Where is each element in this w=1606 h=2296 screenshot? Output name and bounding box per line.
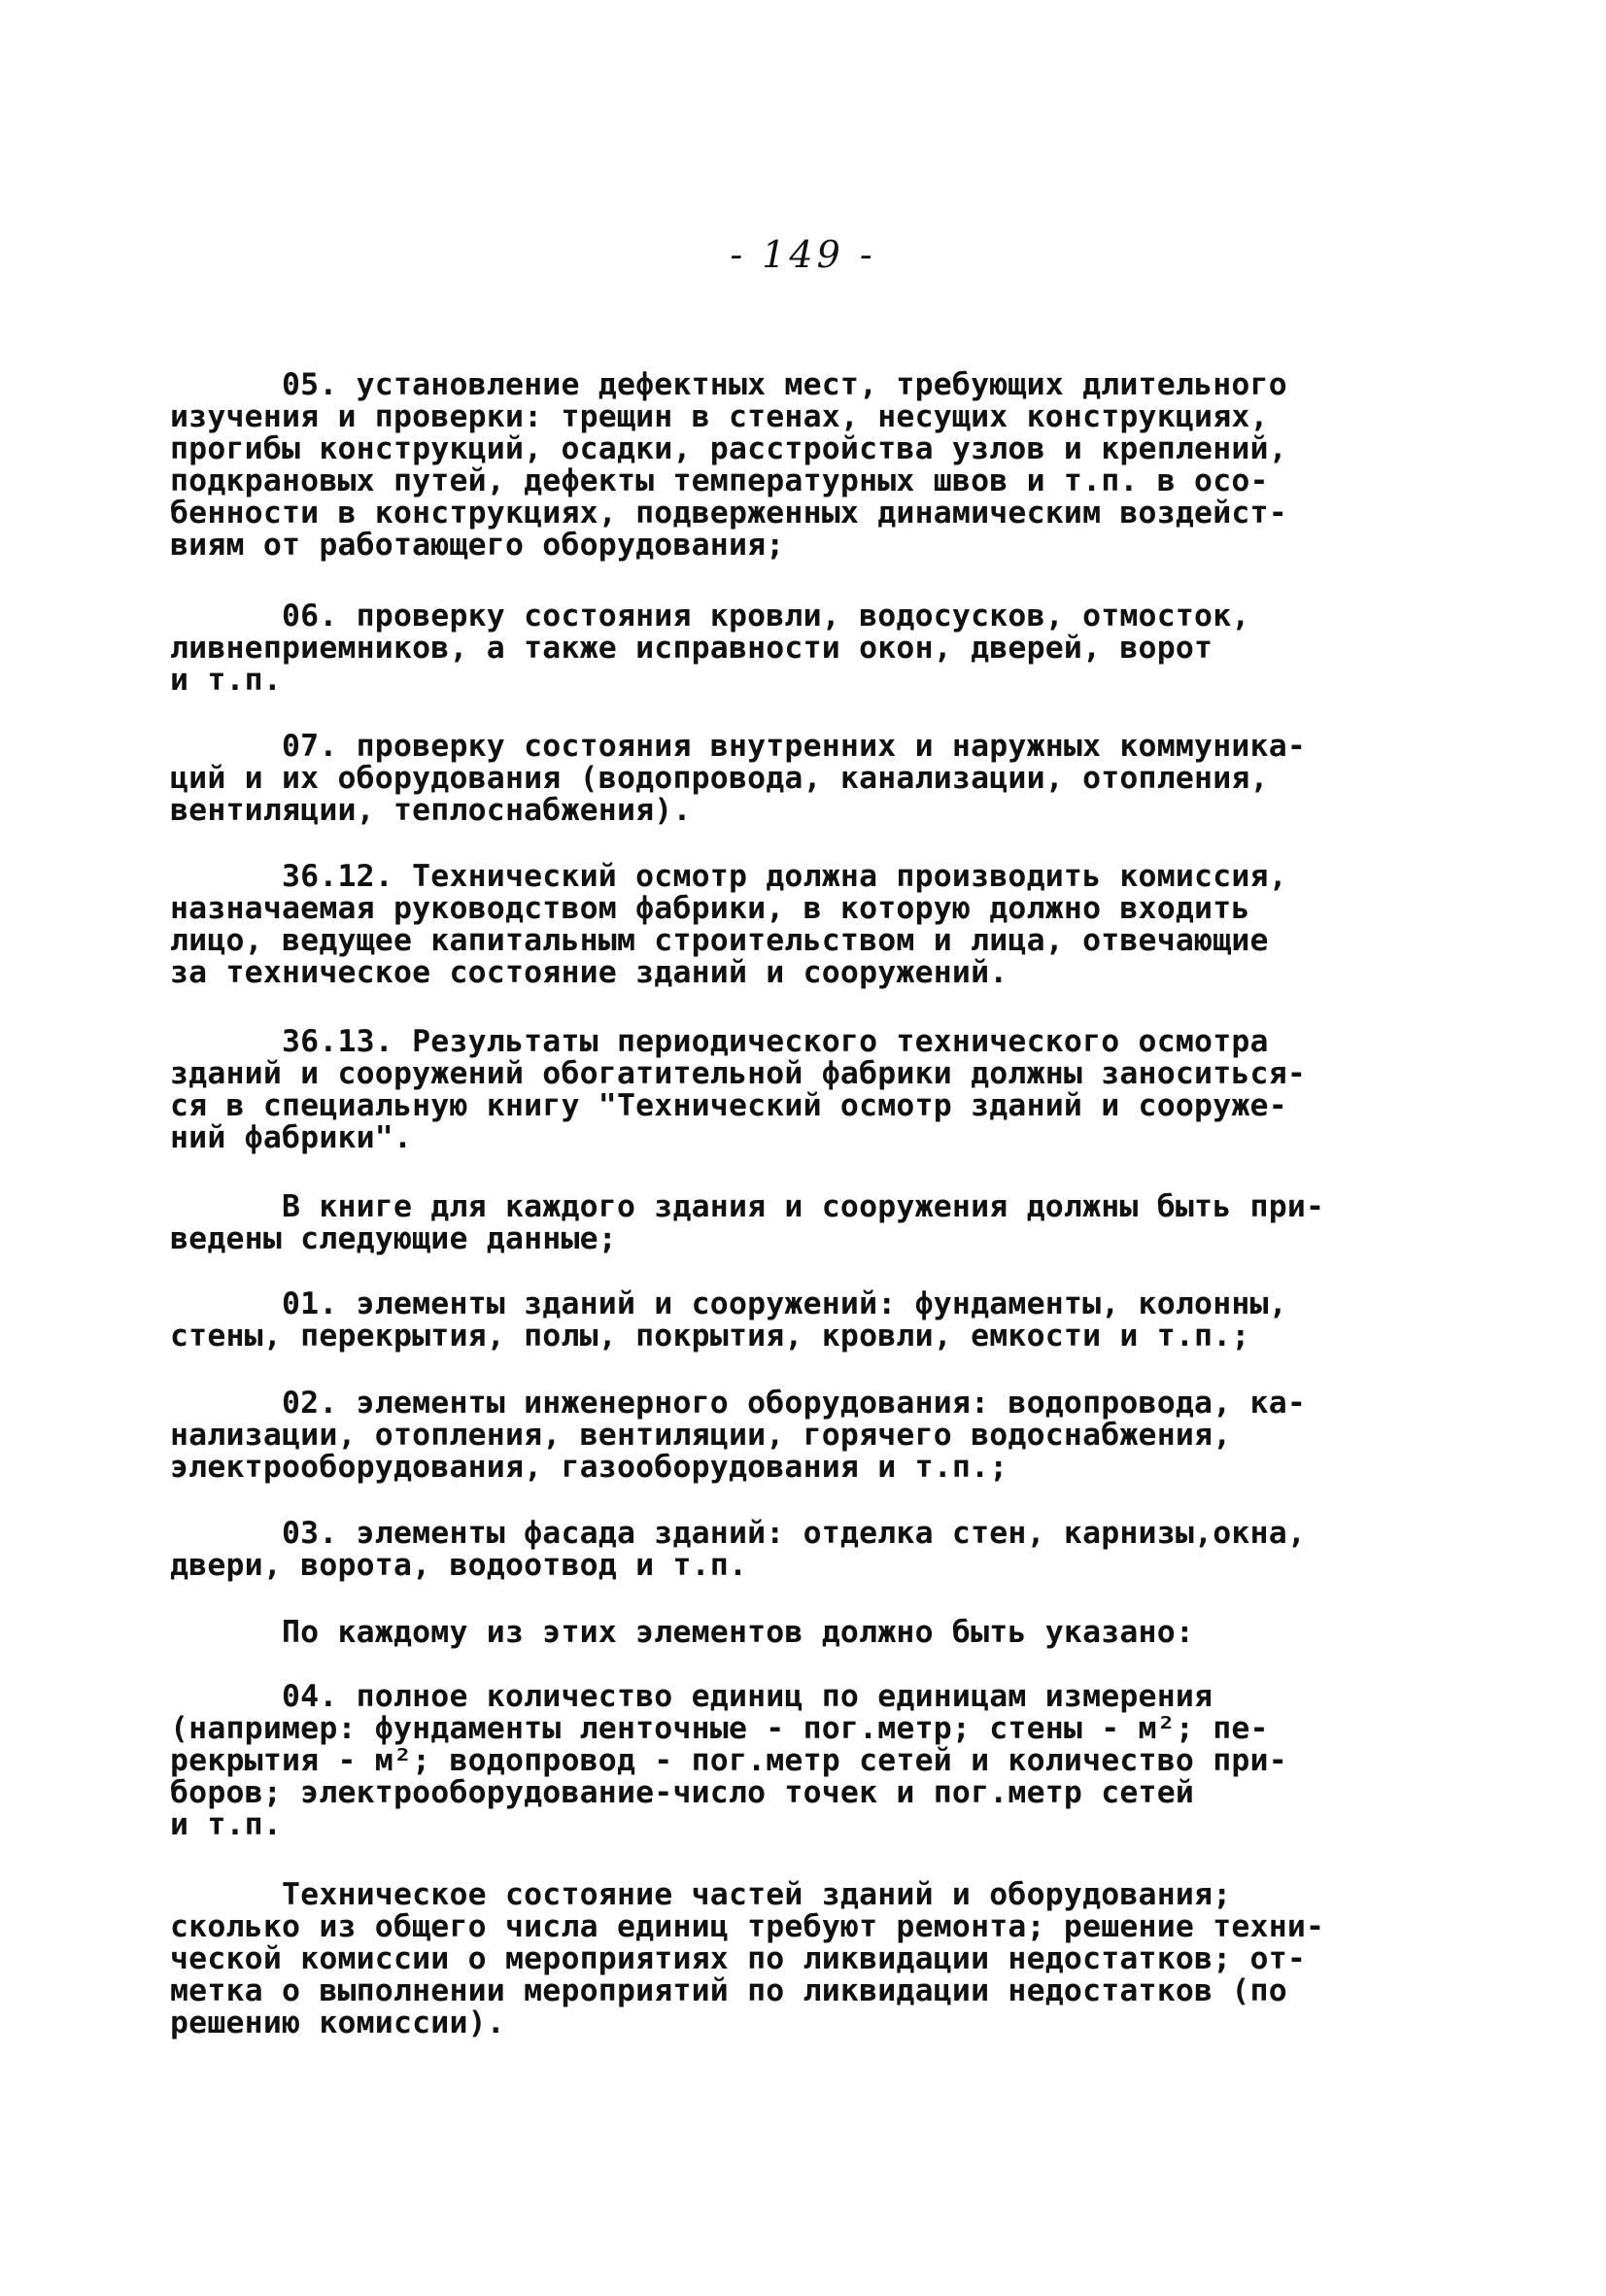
text-line: ний фабрики". <box>170 1120 413 1155</box>
text-line: 01. элементы зданий и сооружений: фундаменты, колонны, <box>170 1286 1287 1321</box>
text-line: 03. элементы фасада зданий: отделка стен, карнизы,окна, <box>170 1516 1307 1551</box>
text-line: нализации, отопления, вентиляции, горячего водоснабжения, <box>170 1418 1232 1453</box>
text-line: метка о выполнении мероприятий по ликвидации недостатков (по <box>170 1973 1287 2008</box>
paragraph-03 <box>170 1518 1433 1582</box>
text-line: прогибы конструкций, осадки, расстройства узлов и креплений, <box>170 431 1287 466</box>
text-line: вентиляции, теплоснабжения). <box>170 793 692 828</box>
text-line: ся в специальную книгу "Технический осмотр зданий и сооруже- <box>170 1088 1287 1123</box>
paragraph-technical-state <box>170 1879 1433 2039</box>
text-line: ций и их оборудования (водопровода, канализации, отопления, <box>170 761 1269 796</box>
text-line: ведены следующие данные; <box>170 1221 617 1256</box>
paragraph-02 <box>170 1388 1433 1484</box>
text-line: и т.п. <box>170 1807 282 1842</box>
text-line: рекрытия - м²; водопровод - пог.метр сетей и количество при- <box>170 1743 1287 1778</box>
text-line: электрооборудования, газооборудования и т.п.; <box>170 1450 1008 1485</box>
text-line: изучения и проверки: трещин в стенах, несущих конструкциях, <box>170 399 1269 434</box>
paragraph-book <box>170 1191 1433 1255</box>
text-line: сколько из общего числа единиц требуют ремонта; решение техни- <box>170 1909 1325 1944</box>
paragraph-04 <box>170 1681 1433 1841</box>
paragraph-36-13 <box>170 1026 1433 1154</box>
text-line: ческой комиссии о мероприятиях по ликвидации недостатков; от- <box>170 1941 1307 1976</box>
paragraph-07 <box>170 731 1433 827</box>
text-line: 36.13. Результаты периодического технического осмотра <box>170 1024 1269 1059</box>
text-line: виям от работающего оборудования; <box>170 528 785 563</box>
text-line: 02. элементы инженерного оборудования: водопровода, ка- <box>170 1386 1307 1421</box>
text-line: лицо, ведущее капитальным строительством и лица, отвечающие <box>170 923 1269 958</box>
text-line: зданий и сооружений обогатительной фабрики должны заноситься- <box>170 1056 1307 1091</box>
text-line: По каждому из этих элементов должно быть указано: <box>170 1615 1195 1650</box>
text-line: 07. проверку состояния внутренних и наружных коммуника- <box>170 729 1307 764</box>
text-line: решению комиссии). <box>170 2005 505 2040</box>
text-line: подкрановых путей, дефекты температурных швов и т.п. в осо- <box>170 463 1269 498</box>
text-line: 04. полное количество единиц по единицам измерения <box>170 1679 1213 1714</box>
paragraph-01 <box>170 1288 1433 1353</box>
text-line: двери, ворота, водоотвод и т.п. <box>170 1548 748 1583</box>
text-line: бенности в конструкциях, подверженных динамическим воздейст- <box>170 496 1287 531</box>
text-line: за техническое состояние зданий и сооружений. <box>170 955 1008 990</box>
paragraph-06 <box>170 600 1433 697</box>
text-line: 05. установление дефектных мест, требующих длительного <box>170 367 1287 402</box>
text-line: назначаемая руководством фабрики, в которую должно входить <box>170 891 1250 926</box>
paragraph-36-12 <box>170 861 1433 989</box>
paragraph-05 <box>170 369 1433 562</box>
text-line: 36.12. Технический осмотр должна производить комиссия, <box>170 859 1287 894</box>
page-number: - 149 - <box>730 233 876 276</box>
paragraph-each-element <box>170 1617 1433 1649</box>
text-line: и т.п. <box>170 663 282 698</box>
text-line: (например: фундаменты ленточные - пог.метр; стены - м²; пе- <box>170 1711 1269 1746</box>
text-line: стены, перекрытия, полы, покрытия, кровли, емкости и т.п.; <box>170 1319 1250 1354</box>
text-line: В книге для каждого здания и сооружения должны быть при- <box>170 1189 1325 1224</box>
text-line: ливнеприемников, а также исправности окон, дверей, ворот <box>170 631 1213 666</box>
text-line: 06. проверку состояния кровли, водосусков, отмосток, <box>170 599 1250 634</box>
text-line: боров; электрооборудование-число точек и пог.метр сетей <box>170 1775 1195 1810</box>
text-line: Техническое состояние частей зданий и оборудования; <box>170 1877 1232 1912</box>
